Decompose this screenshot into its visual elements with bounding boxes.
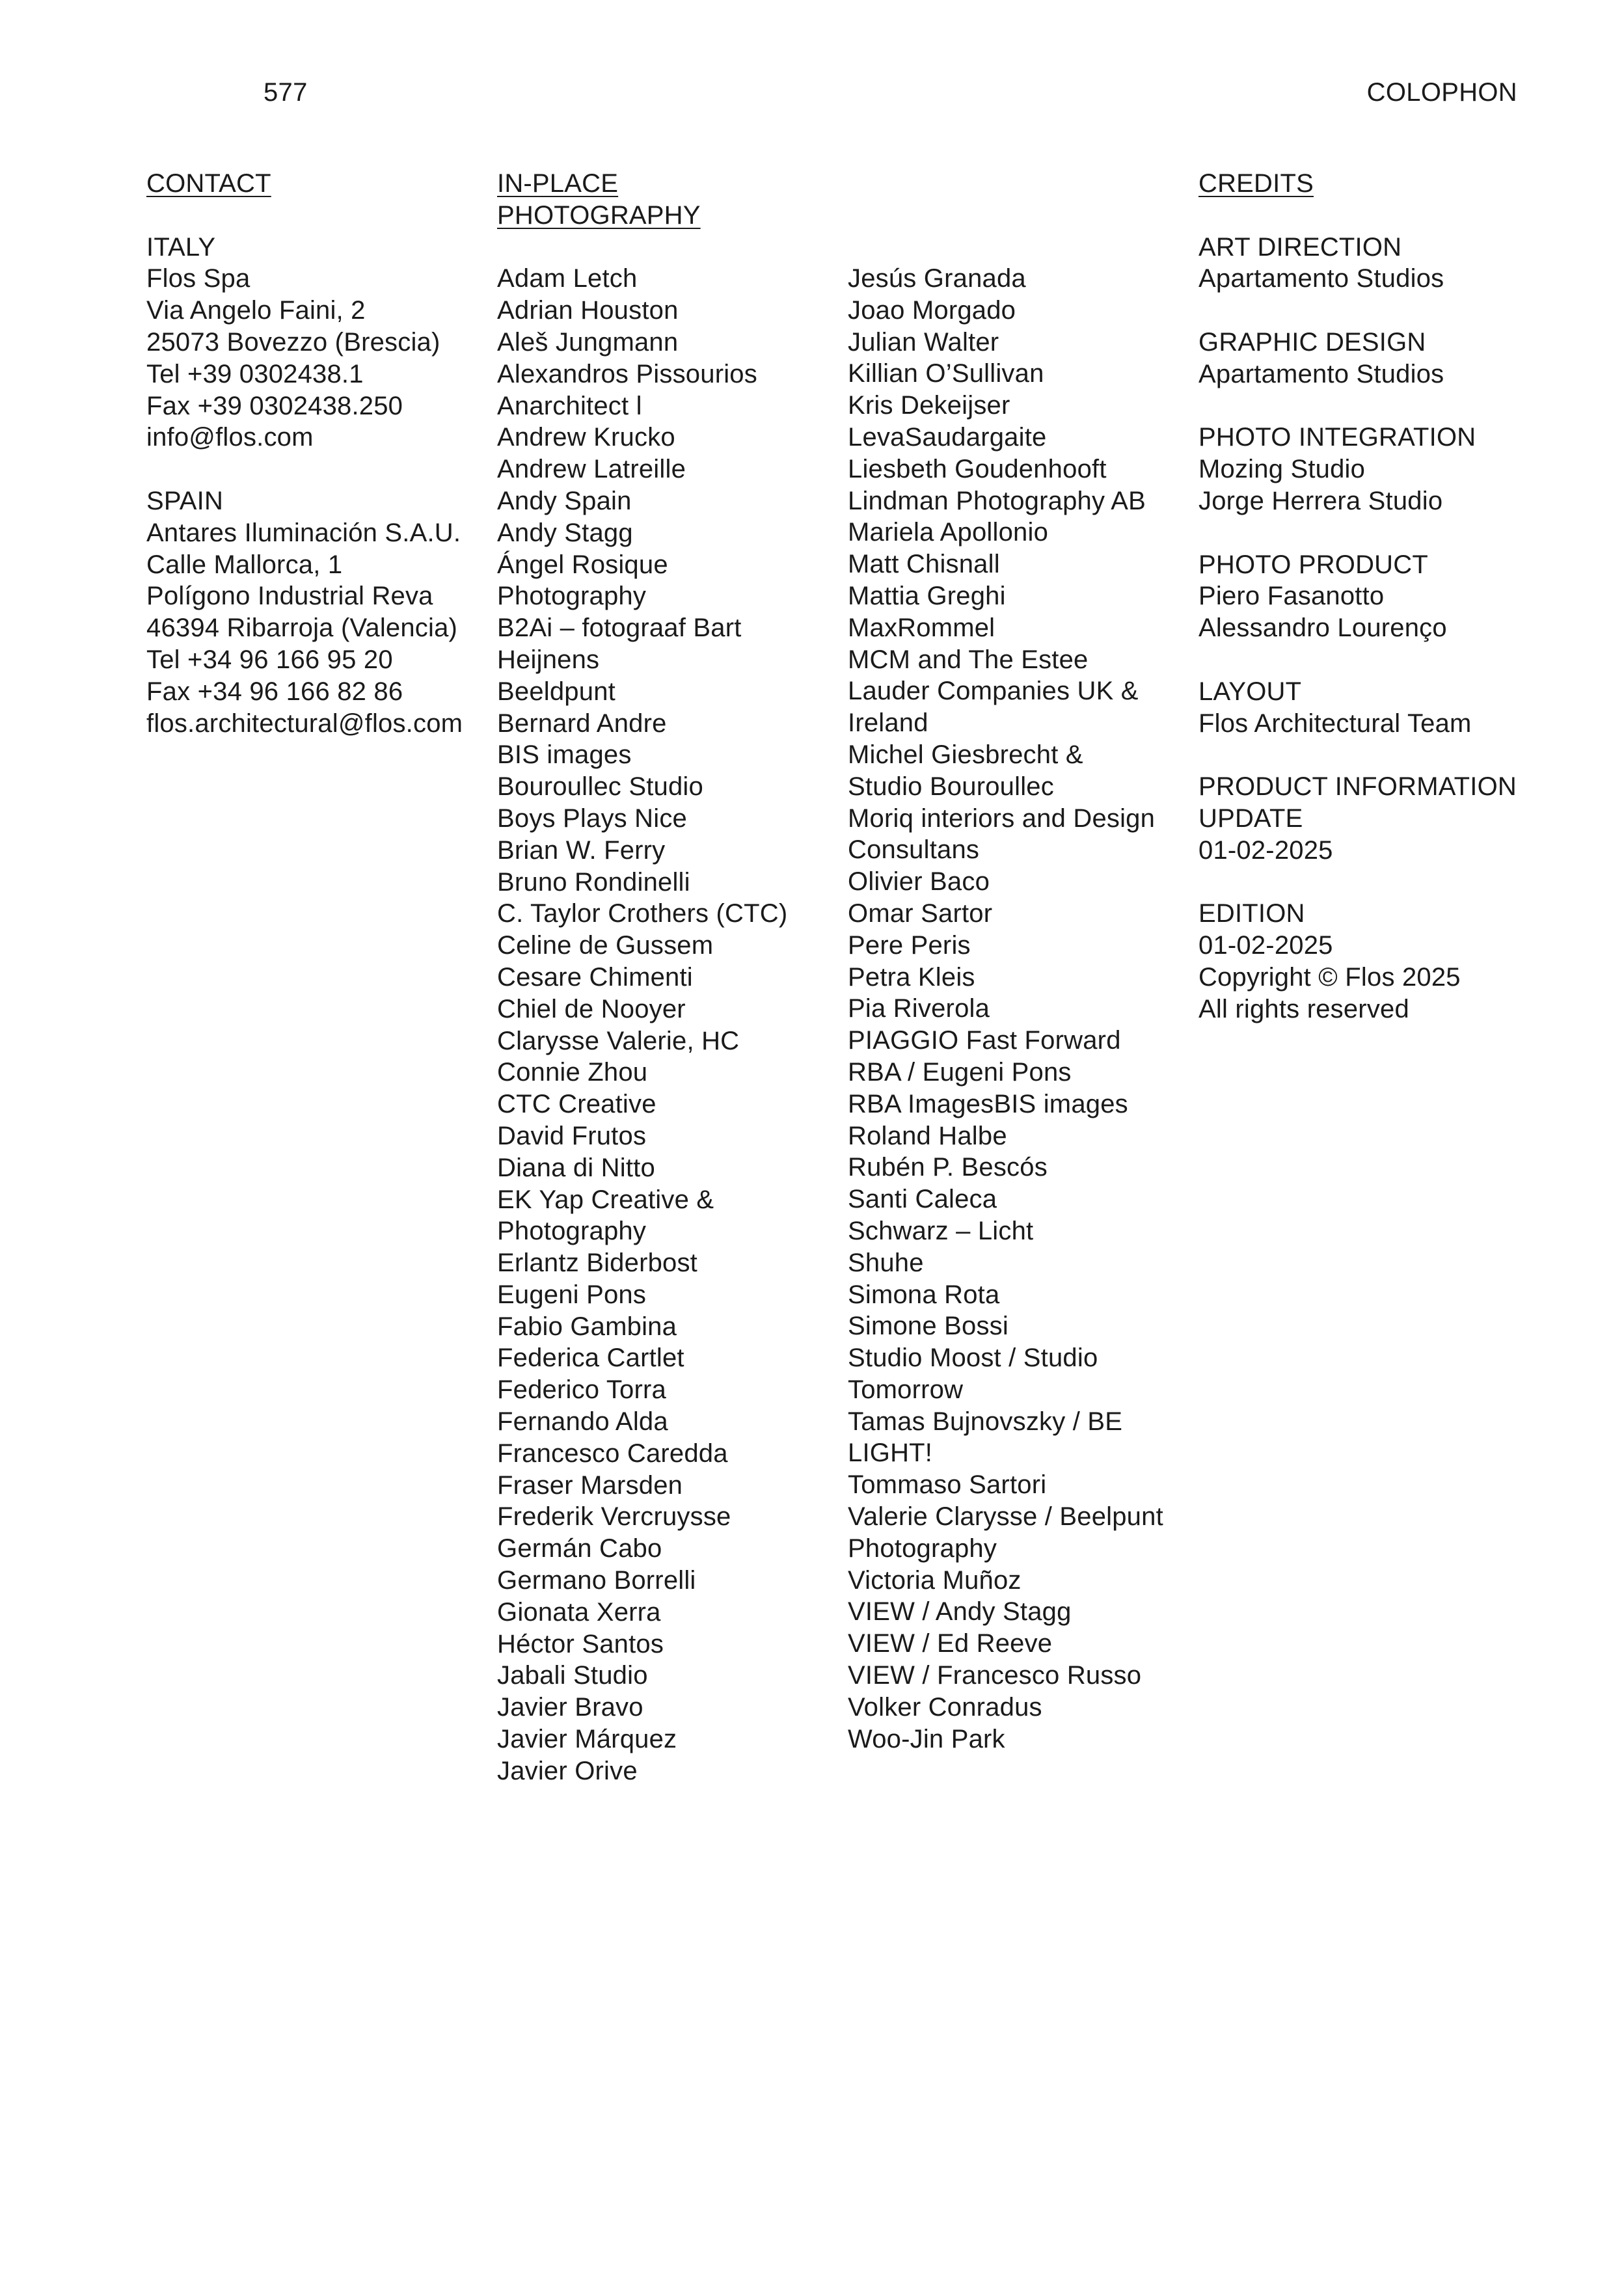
photographer-name: Tommaso Sartori bbox=[848, 1470, 1047, 1500]
photographer-name: Federico Torra bbox=[497, 1375, 666, 1405]
photographer-name: Germano Borrelli bbox=[497, 1566, 696, 1595]
photographer-name: Francesco Caredda bbox=[497, 1439, 728, 1468]
contact-column bbox=[146, 168, 485, 739]
photographer-name: Ángel Rosique bbox=[497, 550, 668, 579]
product-info-title-line1: PRODUCT INFORMATION bbox=[1198, 772, 1517, 802]
photography-column-1 bbox=[497, 168, 835, 1787]
photographer-name: Studio Bouroullec bbox=[848, 772, 1054, 801]
country-spain: SPAIN bbox=[146, 486, 224, 515]
photographer-name: Fraser Marsden bbox=[497, 1470, 683, 1500]
photographer-name: Ireland bbox=[848, 709, 928, 738]
photographer-name: Mariela Apollonio bbox=[848, 518, 1049, 547]
photographer-name: PIAGGIO Fast Forward bbox=[848, 1026, 1121, 1055]
photographer-name: Javier Márquez bbox=[497, 1725, 677, 1754]
photographer-name: Valerie Clarysse / Beelpunt bbox=[848, 1502, 1163, 1532]
country-italy: ITALY bbox=[146, 232, 216, 262]
photographer-name: Frederik Vercruysse bbox=[497, 1502, 731, 1532]
photographer-name: Adam Letch bbox=[497, 264, 638, 293]
credit-line: Flos Architectural Team bbox=[1198, 709, 1472, 738]
photographer-name: Kris Dekeijser bbox=[848, 391, 1010, 420]
photographer-name: Andrew Latreille bbox=[497, 455, 686, 484]
photographer-name: David Frutos bbox=[497, 1121, 647, 1150]
photographer-name: Volker Conradus bbox=[848, 1692, 1042, 1722]
credits-heading: CREDITS bbox=[1198, 169, 1314, 198]
photographer-name: Studio Moost / Studio bbox=[848, 1344, 1098, 1373]
photographer-name: Andy Stagg bbox=[497, 518, 633, 547]
photographer-name: Lindman Photography AB bbox=[848, 486, 1146, 515]
photographer-name: Cesare Chimenti bbox=[497, 962, 693, 992]
credit-line: Alessandro Lourenço bbox=[1198, 614, 1447, 643]
art-direction-title: ART DIRECTION bbox=[1198, 232, 1402, 262]
photographer-name: Germán Cabo bbox=[497, 1534, 662, 1563]
photographer-name: Celine de Gussem bbox=[497, 931, 714, 960]
photography-heading-line1: IN-PLACE bbox=[497, 169, 619, 198]
address-line: flos.architectural@flos.com bbox=[146, 709, 463, 738]
photographer-name: Jabali Studio bbox=[497, 1661, 648, 1690]
photographer-name: Photography bbox=[848, 1534, 997, 1563]
photographer-name: Victoria Muñoz bbox=[848, 1565, 1022, 1595]
spain-address bbox=[146, 517, 485, 740]
photographer-name: Alexandros Pissourios bbox=[497, 359, 757, 388]
photographer-name: Mattia Greghi bbox=[848, 581, 1006, 610]
product-info-title-line2: UPDATE bbox=[1198, 804, 1303, 833]
photographer-name: Adrian Houston bbox=[497, 296, 679, 325]
layout-list bbox=[1198, 708, 1537, 740]
photographer-name: Moriq interiors and Design bbox=[848, 804, 1156, 833]
photographer-name: Diana di Nitto bbox=[497, 1153, 655, 1182]
photographer-name: Liesbeth Goudenhooft bbox=[848, 454, 1107, 483]
photography-heading-line2: PHOTOGRAPHY bbox=[497, 200, 701, 230]
italy-address bbox=[146, 263, 485, 453]
credits-column bbox=[1198, 168, 1537, 1025]
photographer-name: VIEW / Ed Reeve bbox=[848, 1629, 1053, 1658]
address-line: Fax +39 0302438.250 bbox=[146, 391, 403, 420]
photographer-name: Photography bbox=[497, 582, 647, 611]
photographer-name: RBA / Eugeni Pons bbox=[848, 1057, 1072, 1087]
credit-line: Jorge Herrera Studio bbox=[1198, 486, 1443, 515]
address-line: Calle Mallorca, 1 bbox=[146, 550, 343, 579]
photographer-name: CTC Creative bbox=[497, 1090, 656, 1119]
photographer-name: Beeldpunt bbox=[497, 677, 616, 706]
address-line: Via Angelo Faini, 2 bbox=[146, 296, 366, 325]
photographer-list-2 bbox=[848, 263, 1186, 1755]
address-line: info@flos.com bbox=[146, 423, 314, 452]
photographer-name: Petra Kleis bbox=[848, 962, 975, 992]
credit-line: 01-02-2025 bbox=[1198, 835, 1333, 865]
edition-title: EDITION bbox=[1198, 899, 1305, 928]
credit-line: All rights reserved bbox=[1198, 994, 1409, 1023]
photographer-name: Matt Chisnall bbox=[848, 550, 1000, 579]
photographer-name: C. Taylor Crothers (CTC) bbox=[497, 899, 788, 928]
section-title: COLOPHON bbox=[1366, 78, 1517, 107]
photographer-name: Rubén P. Bescós bbox=[848, 1153, 1048, 1182]
photographer-name: Woo-Jin Park bbox=[848, 1724, 1005, 1753]
contact-heading: CONTACT bbox=[146, 169, 271, 198]
photographer-name: Simone Bossi bbox=[848, 1312, 1008, 1341]
photographer-name: VIEW / Francesco Russo bbox=[848, 1661, 1142, 1690]
photographer-name: VIEW / Andy Stagg bbox=[848, 1597, 1072, 1627]
address-line: Polígono Industrial Reva bbox=[146, 582, 433, 611]
address-line: 46394 Ribarroja (Valencia) bbox=[146, 614, 458, 643]
photographer-name: Killian O’Sullivan bbox=[848, 359, 1044, 388]
address-line: Tel +39 0302438.1 bbox=[146, 359, 364, 388]
photographer-name: Erlantz Biderbost bbox=[497, 1249, 697, 1278]
photographer-name: Bouroullec Studio bbox=[497, 772, 703, 802]
address-line: 25073 Bovezzo (Brescia) bbox=[146, 327, 440, 357]
photo-product-list bbox=[1198, 580, 1537, 644]
photographer-name: Heijnens bbox=[497, 645, 600, 674]
photographer-name: Andy Spain bbox=[497, 486, 632, 515]
edition-list bbox=[1198, 930, 1537, 1025]
photographer-name: Federica Cartlet bbox=[497, 1344, 684, 1373]
credit-line: Apartamento Studios bbox=[1198, 359, 1444, 388]
photographer-name: MaxRommel bbox=[848, 613, 995, 642]
photographer-name: Jesús Granada bbox=[848, 264, 1026, 293]
graphic-design-list bbox=[1198, 358, 1537, 390]
photo-integration-title: PHOTO INTEGRATION bbox=[1198, 423, 1476, 452]
photographer-name: Eugeni Pons bbox=[497, 1280, 647, 1309]
photographer-name: LIGHT! bbox=[848, 1439, 933, 1468]
photographer-name: Olivier Baco bbox=[848, 867, 990, 897]
photographer-name: Boys Plays Nice bbox=[497, 804, 687, 833]
photographer-name: Brian W. Ferry bbox=[497, 835, 666, 865]
photographer-name: Andrew Krucko bbox=[497, 423, 675, 452]
photographer-name: Consultans bbox=[848, 835, 980, 865]
address-line: Fax +34 96 166 82 86 bbox=[146, 677, 403, 706]
photographer-name: EK Yap Creative & bbox=[497, 1185, 714, 1214]
credit-line: Copyright © Flos 2025 bbox=[1198, 962, 1461, 992]
credit-line: Apartamento Studios bbox=[1198, 264, 1444, 293]
photographer-name: Shuhe bbox=[848, 1248, 924, 1277]
art-direction-list bbox=[1198, 263, 1537, 295]
photography-column-2 bbox=[848, 263, 1186, 1755]
layout-title: LAYOUT bbox=[1198, 677, 1302, 706]
photographer-list-1 bbox=[497, 263, 835, 1787]
photographer-name: Tamas Bujnovszky / BE bbox=[848, 1407, 1123, 1436]
photographer-name: Roland Halbe bbox=[848, 1121, 1007, 1150]
photographer-name: Schwarz – Licht bbox=[848, 1216, 1034, 1245]
photographer-name: Joao Morgado bbox=[848, 295, 1016, 325]
photographer-name: Simona Rota bbox=[848, 1280, 1000, 1309]
photographer-name: Fabio Gambina bbox=[497, 1312, 677, 1341]
photographer-name: Tomorrow bbox=[848, 1375, 964, 1404]
photographer-name: MCM and The Estee bbox=[848, 645, 1089, 674]
photographer-name: Chiel de Nooyer bbox=[497, 994, 686, 1023]
photographer-name: Bruno Rondinelli bbox=[497, 867, 690, 897]
photographer-name: Photography bbox=[497, 1217, 647, 1246]
photographer-name: Michel Giesbrecht & bbox=[848, 740, 1083, 769]
product-info-list bbox=[1198, 835, 1537, 867]
photographer-name: Omar Sartor bbox=[848, 899, 993, 928]
address-line: Flos Spa bbox=[146, 264, 250, 293]
photographer-name: B2Ai – fotograaf Bart bbox=[497, 614, 742, 643]
photographer-name: Julian Walter bbox=[848, 327, 999, 357]
photographer-name: Santi Caleca bbox=[848, 1185, 997, 1214]
photographer-name: Clarysse Valerie, HC bbox=[497, 1026, 740, 1055]
page-number: 577 bbox=[264, 78, 308, 107]
photographer-name: Aleš Jungmann bbox=[497, 327, 679, 357]
photographer-name: Pere Peris bbox=[848, 930, 971, 960]
photographer-name: Héctor Santos bbox=[497, 1629, 664, 1658]
photographer-name: Connie Zhou bbox=[497, 1058, 648, 1087]
photographer-name: BIS images bbox=[497, 740, 632, 770]
photographer-name: Gionata Xerra bbox=[497, 1597, 661, 1627]
credit-line: 01-02-2025 bbox=[1198, 931, 1333, 960]
photographer-name: Lauder Companies UK & bbox=[848, 677, 1139, 706]
photo-integration-list bbox=[1198, 453, 1537, 517]
address-line: Antares Iluminación S.A.U. bbox=[146, 518, 461, 547]
photographer-name: Anarchitect l bbox=[497, 391, 642, 420]
graphic-design-title: GRAPHIC DESIGN bbox=[1198, 327, 1426, 357]
photographer-name: RBA ImagesBIS images bbox=[848, 1089, 1128, 1118]
photographer-name: Fernando Alda bbox=[497, 1407, 668, 1437]
photographer-name: Bernard Andre bbox=[497, 709, 667, 738]
credit-line: Piero Fasanotto bbox=[1198, 582, 1385, 611]
address-line: Tel +34 96 166 95 20 bbox=[146, 645, 393, 674]
credit-line: Mozing Studio bbox=[1198, 455, 1366, 484]
photographer-name: Javier Bravo bbox=[497, 1693, 643, 1722]
photographer-name: LevaSaudargaite bbox=[848, 422, 1047, 452]
photographer-name: Pia Riverola bbox=[848, 994, 990, 1023]
photographer-name: Javier Orive bbox=[497, 1756, 638, 1785]
photo-product-title: PHOTO PRODUCT bbox=[1198, 550, 1428, 579]
